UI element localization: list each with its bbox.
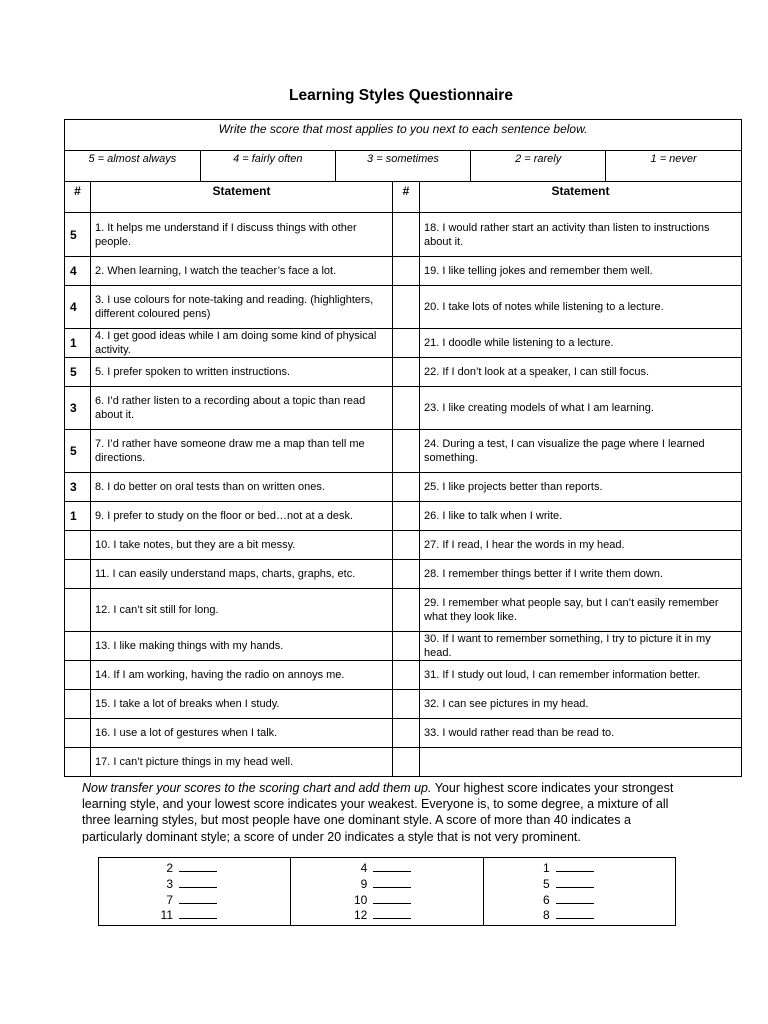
score-blank[interactable] [373, 907, 411, 919]
score-cell-2[interactable] [393, 257, 420, 286]
statement-left: 5. I prefer spoken to written instructions. [91, 358, 393, 387]
score-cell-2[interactable] [393, 358, 420, 387]
scale-option: 2 = rarely [471, 151, 606, 181]
instructions-paragraph [82, 780, 692, 845]
statement-left: 16. I use a lot of gestures when I talk. [91, 719, 393, 748]
scoring-column [291, 858, 483, 926]
questionnaire-table [64, 119, 742, 777]
score-blank[interactable] [373, 892, 411, 904]
statement-left: 14. If I am working, having the radio on annoys me. [91, 661, 393, 690]
score-cell[interactable]: 5 [65, 358, 91, 387]
score-cell[interactable] [65, 748, 91, 777]
page-title: Learning Styles Questionnaire [289, 87, 513, 104]
score-cell[interactable]: 5 [65, 213, 91, 257]
header-number: # [65, 182, 91, 213]
score-cell-2[interactable] [393, 661, 420, 690]
statement-right: 33. I would rather read than be read to. [420, 719, 742, 748]
scoring-line [143, 860, 290, 876]
table-row [65, 430, 742, 473]
scale-option: 5 = almost always [65, 151, 200, 181]
paragraph-intro: Now transfer your scores to the scoring chart and add them up. [82, 781, 432, 795]
score-blank[interactable] [179, 892, 217, 904]
scale-option: 3 = sometimes [335, 151, 470, 181]
question-number: 11 [160, 908, 173, 923]
table-row [65, 502, 742, 531]
score-cell-2[interactable] [393, 286, 420, 329]
score-cell-2[interactable] [393, 589, 420, 632]
score-blank[interactable] [556, 907, 594, 919]
score-blank[interactable] [179, 876, 217, 888]
table-row [65, 531, 742, 560]
table-row [65, 473, 742, 502]
score-blank[interactable] [179, 860, 217, 872]
statement-right: 24. During a test, I can visualize the page where I learned something. [420, 430, 742, 473]
table-row [65, 560, 742, 589]
table-row [65, 589, 742, 632]
question-number: 4 [360, 861, 368, 875]
score-blank[interactable] [373, 860, 411, 872]
score-cell[interactable]: 4 [65, 257, 91, 286]
table-row [65, 329, 742, 358]
statement-right: 28. I remember things better if I write them down. [420, 560, 742, 589]
statement-right: 31. If I study out loud, I can remember information better. [420, 661, 742, 690]
scoring-chart [98, 857, 676, 926]
score-blank[interactable] [556, 892, 594, 904]
scoring-line [337, 892, 482, 908]
question-number: 7 [166, 892, 173, 907]
table-row [65, 748, 742, 777]
score-cell[interactable] [65, 589, 91, 632]
question-number: 12 [353, 908, 368, 923]
statement-left: 10. I take notes, but they are a bit messy. [91, 531, 393, 560]
scoring-line [337, 876, 482, 892]
statement-right: 26. I like to talk when I write. [420, 502, 742, 531]
statement-left: 9. I prefer to study on the floor or bed…not at a desk. [91, 502, 393, 531]
statement-right: 22. If I don’t look at a speaker, I can still focus. [420, 358, 742, 387]
score-cell-2[interactable] [393, 387, 420, 430]
score-blank[interactable] [179, 907, 217, 919]
header-statement: Statement [91, 182, 393, 213]
instruction-text: Write the score that most applies to you next to each sentence below. [65, 120, 742, 151]
table-row [65, 286, 742, 329]
statement-right: 19. I like telling jokes and remember them well. [420, 257, 742, 286]
score-cell[interactable]: 1 [65, 329, 91, 358]
question-number: 5 [542, 876, 550, 891]
score-cell-2[interactable] [393, 430, 420, 473]
table-row [65, 690, 742, 719]
score-cell-2[interactable] [393, 719, 420, 748]
statement-left: 4. I get good ideas while I am doing some kind of physical activity. [91, 329, 393, 358]
scale-option: 1 = never [650, 153, 697, 165]
question-number: 3 [166, 876, 173, 891]
paragraph-body: Your highest score indicates your strongest learning style, and your lowest score indicates your weakest. Everyone is, to some degree, a mixture of all three learning styles, but most people have one dominant style. A score of more than 40 indicates a particularly dominant style; a score of under 20 indicates a style that is not very prominent. [82, 781, 674, 844]
table-row [65, 358, 742, 387]
statement-right: 27. If I read, I hear the words in my head. [420, 531, 742, 560]
question-number: 8 [542, 908, 550, 923]
statement-left: 11. I can easily understand maps, charts, graphs, etc. [91, 560, 393, 589]
statement-left: 3. I use colours for note-taking and reading. (highlighters, different coloured pens) [91, 286, 393, 329]
statement-left: 15. I take a lot of breaks when I study. [91, 690, 393, 719]
score-cell[interactable]: 1 [65, 502, 91, 531]
statement-right: 32. I can see pictures in my head. [420, 690, 742, 719]
scoring-line [520, 876, 675, 892]
question-number: 6 [542, 892, 550, 907]
score-cell[interactable] [65, 560, 91, 589]
table-row [65, 661, 742, 690]
statement-right [420, 748, 742, 777]
scoring-line [520, 860, 675, 876]
statement-right: 21. I doodle while listening to a lecture. [420, 329, 742, 358]
statement-left: 17. I can’t picture things in my head well. [91, 748, 393, 777]
score-cell-2[interactable] [393, 748, 420, 777]
scoring-line [143, 876, 290, 892]
rating-scale [65, 151, 742, 182]
score-blank[interactable] [556, 860, 594, 872]
statement-left: 13. I like making things with my hands. [91, 632, 393, 661]
statement-left: 7. I’d rather have someone draw me a map than tell me directions. [91, 430, 393, 473]
score-cell-2[interactable] [393, 329, 420, 358]
statement-left: 2. When learning, I watch the teacher’s face a lot. [91, 257, 393, 286]
score-cell[interactable] [65, 719, 91, 748]
scoring-line [520, 892, 675, 908]
statement-left: 1. It helps me understand if I discuss things with other people. [91, 213, 393, 257]
header-number-2: # [393, 182, 420, 213]
score-cell[interactable] [65, 690, 91, 719]
score-cell-2[interactable] [393, 632, 420, 661]
scoring-line [337, 907, 482, 923]
table-row [65, 257, 742, 286]
score-cell[interactable]: 3 [65, 387, 91, 430]
question-number: 10 [353, 892, 368, 907]
score-cell[interactable] [65, 632, 91, 661]
header-statement-2: Statement [420, 182, 742, 213]
score-cell-2[interactable] [393, 560, 420, 589]
score-blank[interactable] [373, 876, 411, 888]
table-row [65, 719, 742, 748]
statement-left: 8. I do better on oral tests than on written ones. [91, 473, 393, 502]
statement-right: 18. I would rather start an activity than listen to instructions about it. [420, 213, 742, 257]
score-cell[interactable] [65, 531, 91, 560]
score-cell-2[interactable] [393, 473, 420, 502]
statement-right: 20. I take lots of notes while listening to a lecture. [420, 286, 742, 329]
statement-right: 25. I like projects better than reports. [420, 473, 742, 502]
table-row [65, 387, 742, 430]
score-cell[interactable]: 4 [65, 286, 91, 329]
statement-rows [65, 213, 742, 777]
score-cell-2[interactable] [393, 690, 420, 719]
statement-right: 30. If I want to remember something, I try to picture it in my head. [420, 632, 742, 661]
scoring-line [143, 907, 290, 923]
table-row [65, 632, 742, 661]
statement-right: 23. I like creating models of what I am learning. [420, 387, 742, 430]
table-row [65, 213, 742, 257]
score-cell-2[interactable] [393, 213, 420, 257]
statement-left: 6. I’d rather listen to a recording about a topic than read about it. [91, 387, 393, 430]
scoring-line [337, 860, 482, 876]
score-cell[interactable] [65, 661, 91, 690]
statement-left: 12. I can’t sit still for long. [91, 589, 393, 632]
scoring-line [143, 892, 290, 908]
question-number: 2 [166, 861, 173, 875]
scoring-line [520, 907, 675, 923]
scoring-column [483, 858, 675, 926]
question-number: 1 [542, 861, 550, 875]
score-cell[interactable]: 3 [65, 473, 91, 502]
statement-right: 29. I remember what people say, but I can’t easily remember what they look like. [420, 589, 742, 632]
scoring-column [99, 858, 291, 926]
score-cell-2[interactable] [393, 531, 420, 560]
question-number: 9 [360, 876, 368, 891]
score-cell[interactable]: 5 [65, 430, 91, 473]
score-cell-2[interactable] [393, 502, 420, 531]
scale-option: 4 = fairly often [200, 151, 335, 181]
score-blank[interactable] [556, 876, 594, 888]
